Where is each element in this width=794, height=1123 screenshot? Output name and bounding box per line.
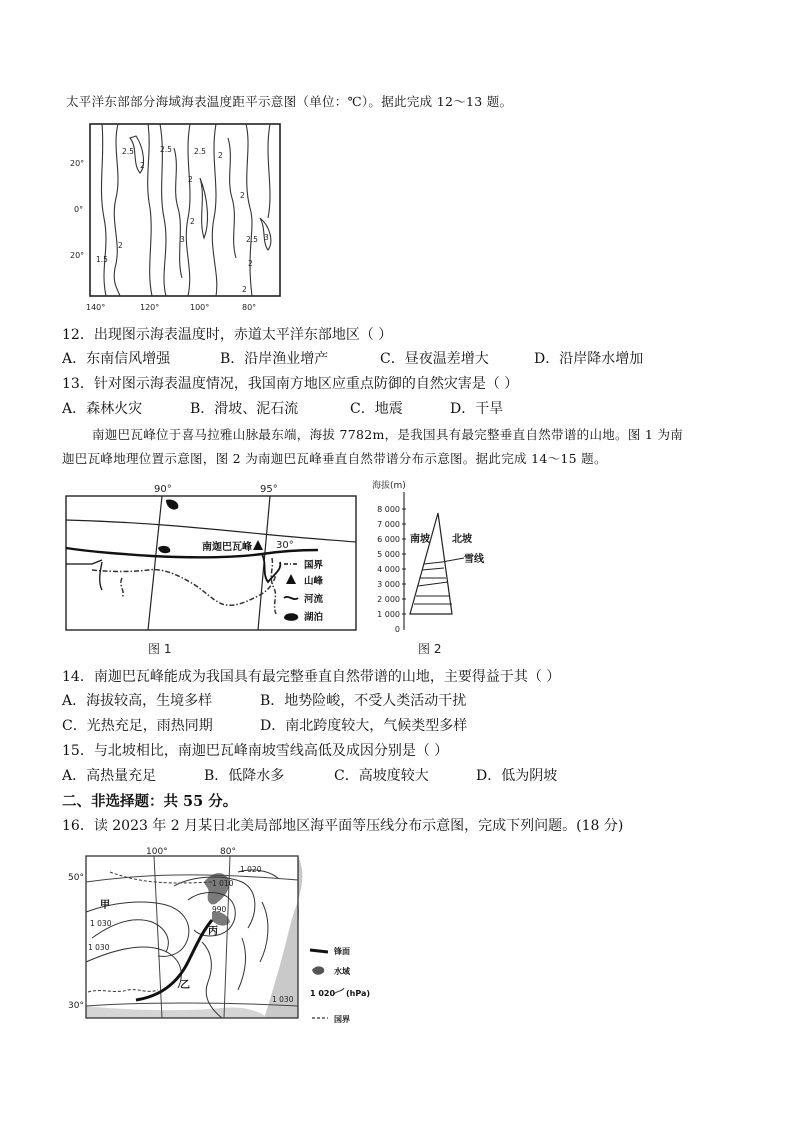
legend-river-label: 河流 [304, 594, 324, 605]
contour-label: 2 [242, 285, 247, 294]
y-tick: 6 000 [377, 535, 400, 544]
legend-lake-label: 湖泊 [304, 612, 324, 623]
question-15-options [62, 765, 762, 785]
question-16-stem: 16．读 2023 年 2 月某日北美局部地区海平面等压线分布示意图，完成下列问题。(18 分) [62, 818, 624, 834]
fig1-lon-95: 95° [260, 484, 278, 495]
contour-label: 2 [248, 259, 253, 268]
place-bing: 丙 [208, 926, 218, 937]
map3-lon-100: 100° [146, 847, 168, 857]
north-america-isobar-map [62, 842, 392, 1032]
intro-text-1: 太平洋东部部分海域海表温度距平示意图（单位：℃）。据此完成 12～13 题。 [66, 94, 513, 109]
option-a[interactable]: A．森林火灾 [62, 401, 143, 417]
contour-label: 2 [218, 151, 223, 160]
contour-label: 2.5 [246, 235, 258, 244]
intro-text-2-line2: 迦巴瓦峰地理位置示意图，图 2 为南迦巴瓦峰垂直自然带谱分布示意图。据此完成 14～15 题。 [62, 451, 607, 466]
y-tick: 0 [394, 625, 400, 634]
fig2-north-label: 北坡 [452, 534, 472, 545]
contour-label: 2 [118, 241, 123, 250]
y-tick: 3 000 [377, 580, 400, 589]
contour-label: 3 [264, 233, 269, 242]
place-jia: 甲 [100, 900, 110, 911]
legend-peak-label: 山峰 [304, 576, 324, 587]
figure-1-location-map [62, 478, 362, 658]
contour-label: 3 [180, 235, 185, 244]
contour-label: 2.5 [194, 147, 206, 156]
y-tick: 2 000 [377, 595, 400, 604]
legend-water-label: 水域 [334, 967, 350, 976]
contour-label: 2 [188, 175, 193, 184]
fig2-snowline-label: 雪线 [464, 554, 484, 565]
lat-label: 20° [70, 159, 85, 168]
option-a[interactable]: A．高热量充足 [62, 768, 157, 784]
lon-label: 80° [242, 303, 257, 312]
question-13-options [62, 398, 762, 418]
contour-label: 2 [240, 191, 245, 200]
option-c[interactable]: C．光热充足，雨热同期 [62, 718, 213, 734]
option-b[interactable]: B．低降水多 [204, 768, 285, 784]
question-13-stem: 13．针对图示海表温度情况，我国南方地区应重点防御的自然灾害是（ ） [62, 376, 519, 392]
question-14-options-row1 [62, 690, 762, 710]
option-c[interactable]: C．地震 [350, 401, 403, 417]
option-c[interactable]: C．昼夜温差增大 [380, 351, 489, 367]
lat-label: 0° [74, 205, 84, 214]
contour-label: 2 [140, 161, 145, 170]
option-b[interactable]: B．沿岸渔业增产 [220, 351, 329, 367]
contour-label: 2 [190, 217, 195, 226]
isobar-label: 990 [212, 905, 227, 914]
question-15-stem: 15．与北坡相比，南迦巴瓦峰南坡雪线高低及成因分别是（ ） [62, 743, 449, 759]
figure-1-caption: 图 1 [148, 642, 172, 656]
option-d[interactable]: D．沿岸降水增加 [534, 351, 644, 367]
figure-2-vertical-zones [366, 478, 496, 658]
option-d[interactable]: D．低为阴坡 [476, 768, 558, 784]
lat-label: 20° [70, 251, 85, 260]
figure-2-caption: 图 2 [418, 642, 442, 656]
y-tick: 5 000 [377, 550, 400, 559]
intro-text-2-line1: 南迦巴瓦峰位于喜马拉雅山脉最东端，海拔 7782m，是我国具有最完整垂直自然带谱的山地。图 1 为南 [92, 427, 684, 442]
legend-border-label: 国界 [334, 1015, 350, 1024]
legend-front-label: 锋面 [334, 947, 350, 956]
question-14-stem: 14．南迦巴瓦峰能成为我国具有最完整垂直自然带谱的山地，主要得益于其（ ） [62, 669, 561, 685]
y-tick: 1 000 [377, 610, 400, 619]
sst-anomaly-map [60, 118, 290, 316]
isobar-label: 1 030 [88, 943, 110, 952]
lon-label: 120° [140, 303, 160, 312]
isobar-label: 1 010 [212, 879, 234, 888]
question-14-options-row2 [62, 715, 762, 735]
legend-isobar-value: 1 020 [310, 989, 336, 998]
isobar-label: 1 030 [272, 995, 294, 1004]
place-yi: 乙 [180, 980, 190, 991]
peak-label: 南迦巴瓦峰 [202, 542, 252, 553]
isobar-label: 1 030 [90, 919, 112, 928]
fig1-lat-30: 30° [276, 540, 294, 551]
map3-lat-50: 50° [68, 873, 84, 883]
option-a[interactable]: A．海拔较高，生境多样 [62, 693, 213, 709]
lon-label: 100° [190, 303, 210, 312]
contour-label: 2.5 [122, 147, 134, 156]
legend-border-label: 国界 [304, 560, 324, 571]
option-b[interactable]: B．滑坡、泥石流 [190, 401, 299, 417]
y-tick: 7 000 [377, 520, 400, 529]
legend-unit-label: (hPa) [346, 989, 371, 998]
option-d[interactable]: D．南北跨度较大，气候类型多样 [260, 718, 468, 734]
map3-lon-80: 80° [220, 847, 236, 857]
question-12-options [62, 348, 762, 368]
contour-label: 1.5 [96, 255, 108, 264]
option-d[interactable]: D．干旱 [450, 401, 504, 417]
y-tick: 8 000 [377, 505, 400, 514]
lon-label: 140° [86, 303, 106, 312]
isobar-label: 1 020 [240, 865, 262, 874]
map3-lat-30: 30° [68, 1001, 84, 1011]
option-b[interactable]: B．地势险峻，不受人类活动干扰 [260, 693, 467, 709]
question-12-stem: 12．出现图示海表温度时，赤道太平洋东部地区（ ） [62, 327, 393, 343]
y-tick: 4 000 [377, 565, 400, 574]
fig1-lon-90: 90° [154, 484, 172, 495]
fig2-y-title: 海拔(m) [372, 481, 406, 491]
contour-label: 2.5 [160, 145, 172, 154]
section-2-heading: 二、非选择题：共 55 分。 [62, 793, 238, 810]
fig2-south-label: 南坡 [410, 534, 430, 545]
option-c[interactable]: C．高坡度较大 [334, 768, 429, 784]
option-a[interactable]: A．东南信风增强 [62, 351, 171, 367]
